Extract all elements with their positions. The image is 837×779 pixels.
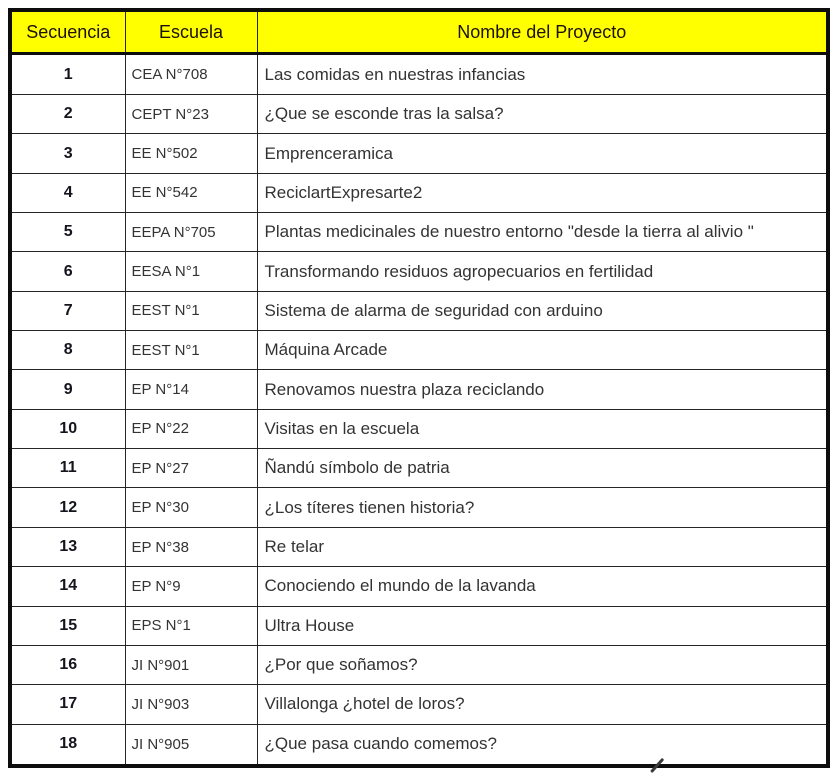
school-cell: EEST N°1 (125, 291, 257, 330)
school-cell: EP N°38 (125, 527, 257, 566)
project-name-cell: Visitas en la escuela (257, 409, 828, 448)
school-cell: JI N°905 (125, 724, 257, 766)
project-name-cell: Renovamos nuestra plaza reciclando (257, 370, 828, 409)
sequence-cell: 4 (10, 173, 125, 212)
table-row (10, 134, 828, 173)
school-cell: EP N°14 (125, 370, 257, 409)
table-row (10, 331, 828, 370)
table-row (10, 645, 828, 684)
project-name-cell: Re telar (257, 527, 828, 566)
project-name-cell: Sistema de alarma de seguridad con arduino (257, 291, 828, 330)
table-row (10, 95, 828, 134)
sequence-cell: 3 (10, 134, 125, 173)
table-row (10, 685, 828, 724)
school-cell: EP N°22 (125, 409, 257, 448)
sequence-cell: 18 (10, 724, 125, 766)
table-row (10, 213, 828, 252)
school-cell: EE N°542 (125, 173, 257, 212)
school-cell: EESA N°1 (125, 252, 257, 291)
sequence-cell: 8 (10, 331, 125, 370)
table-row (10, 370, 828, 409)
sequence-cell: 13 (10, 527, 125, 566)
school-cell: EE N°502 (125, 134, 257, 173)
table-row (10, 173, 828, 212)
project-name-cell: Villalonga ¿hotel de loros? (257, 685, 828, 724)
sequence-cell: 12 (10, 488, 125, 527)
table-row (10, 567, 828, 606)
sequence-cell: 5 (10, 213, 125, 252)
school-cell: EPS N°1 (125, 606, 257, 645)
sequence-cell: 11 (10, 449, 125, 488)
project-name-cell: ReciclartExpresarte2 (257, 173, 828, 212)
sequence-cell: 6 (10, 252, 125, 291)
project-name-cell: Plantas medicinales de nuestro entorno "desde la tierra al alivio " (257, 213, 828, 252)
school-cell: JI N°903 (125, 685, 257, 724)
project-name-cell: Conociendo el mundo de la lavanda (257, 567, 828, 606)
col-header-secuencia: Secuencia (10, 10, 125, 54)
sequence-cell: 14 (10, 567, 125, 606)
project-name-cell: ¿Por que soñamos? (257, 645, 828, 684)
project-name-cell: ¿Que pasa cuando comemos? (257, 724, 828, 766)
table-row (10, 409, 828, 448)
school-cell: EEST N°1 (125, 331, 257, 370)
project-name-cell: Ultra House (257, 606, 828, 645)
sequence-cell: 1 (10, 54, 125, 95)
header-row (10, 10, 828, 54)
school-cell: CEPT N°23 (125, 95, 257, 134)
projects-table (8, 8, 830, 768)
project-name-cell: Las comidas en nuestras infancias (257, 54, 828, 95)
school-cell: EP N°27 (125, 449, 257, 488)
sequence-cell: 16 (10, 645, 125, 684)
project-name-cell: Ñandú símbolo de patria (257, 449, 828, 488)
sequence-cell: 17 (10, 685, 125, 724)
table-row (10, 252, 828, 291)
sequence-cell: 15 (10, 606, 125, 645)
table-row (10, 724, 828, 766)
table-row (10, 54, 828, 95)
sequence-cell: 9 (10, 370, 125, 409)
sequence-cell: 10 (10, 409, 125, 448)
col-header-escuela: Escuela (125, 10, 257, 54)
project-name-cell: ¿Los títeres tienen historia? (257, 488, 828, 527)
table-row (10, 606, 828, 645)
sequence-cell: 2 (10, 95, 125, 134)
projects-table-wrap (8, 8, 830, 768)
school-cell: EP N°30 (125, 488, 257, 527)
school-cell: JI N°901 (125, 645, 257, 684)
table-row (10, 291, 828, 330)
project-name-cell: Emprenceramica (257, 134, 828, 173)
school-cell: CEA N°708 (125, 54, 257, 95)
sequence-cell: 7 (10, 291, 125, 330)
col-header-nombre-proyecto: Nombre del Proyecto (257, 10, 828, 54)
project-name-cell: Máquina Arcade (257, 331, 828, 370)
table-body (10, 54, 828, 767)
table-row (10, 488, 828, 527)
table-row (10, 527, 828, 566)
project-name-cell: Transformando residuos agropecuarios en fertilidad (257, 252, 828, 291)
school-cell: EEPA N°705 (125, 213, 257, 252)
project-name-cell: ¿Que se esconde tras la salsa? (257, 95, 828, 134)
table-row (10, 449, 828, 488)
school-cell: EP N°9 (125, 567, 257, 606)
